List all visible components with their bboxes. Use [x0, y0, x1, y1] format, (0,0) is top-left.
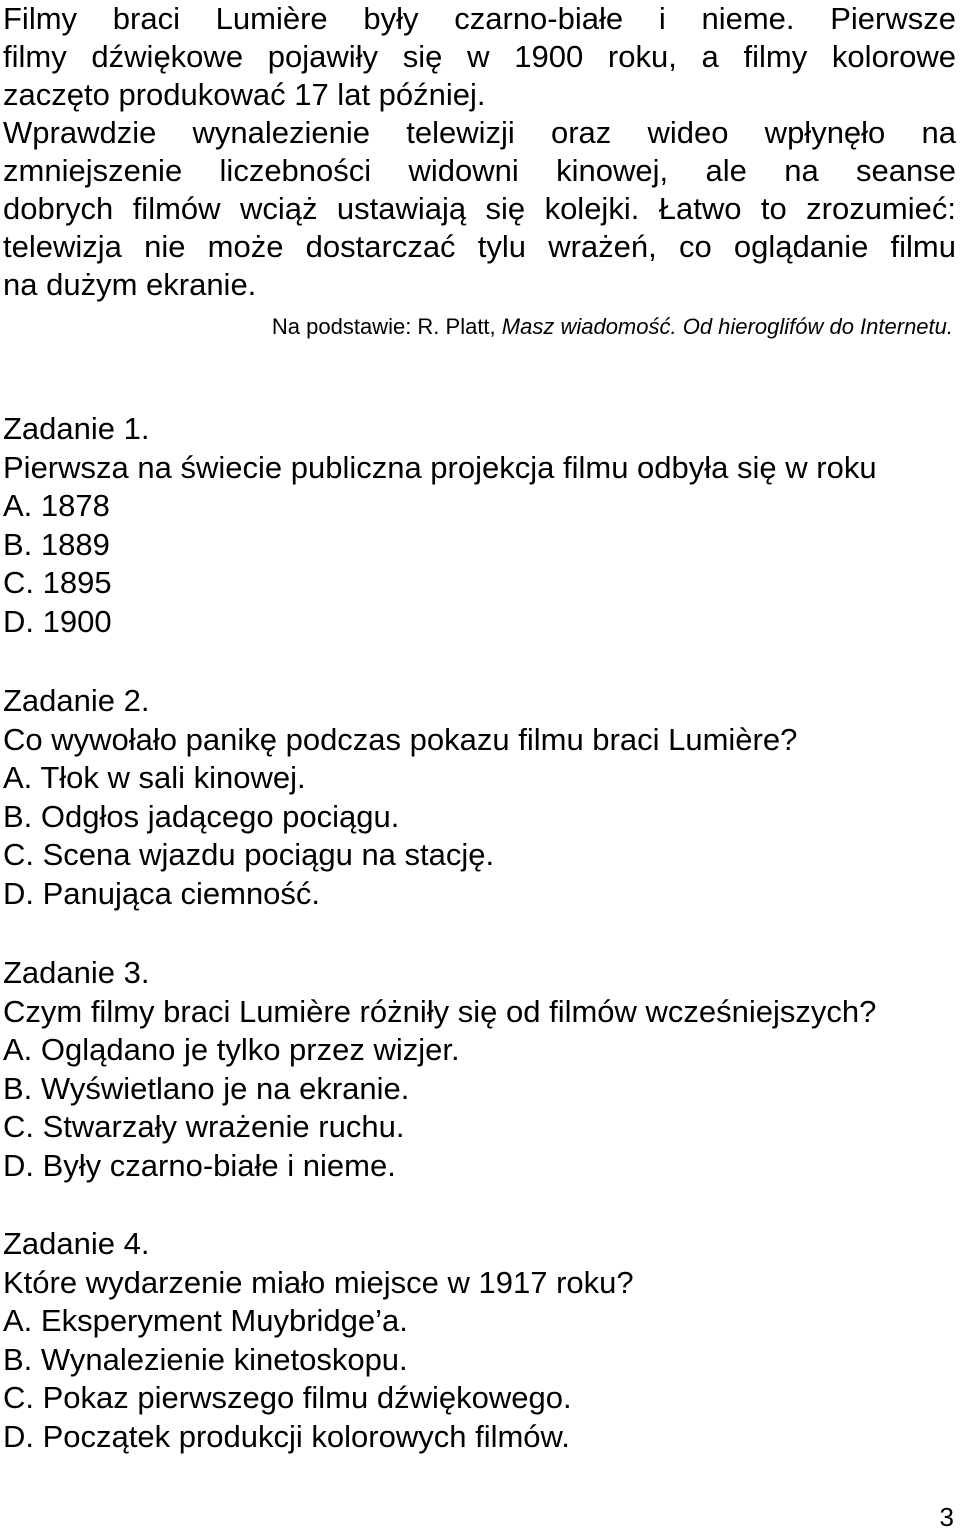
task-question: Które wydarzenie miało miejsce w 1917 roku? — [3, 1264, 634, 1300]
page-number: 3 — [939, 1502, 954, 1532]
answer-option-c: C. Stwarzały wrażenie ruchu. — [3, 1109, 405, 1144]
answer-option-b: B. Odgłos jadącego pociągu. — [3, 798, 400, 834]
source-citation — [0, 313, 953, 341]
intro-line-3: zaczęto produkować 17 lat później. — [3, 77, 486, 112]
answer-option-a: A. Eksperyment Muybridge’a. — [3, 1303, 408, 1338]
answer-option-d: D. Początek produkcji kolorowych filmów. — [3, 1418, 570, 1454]
task-3 — [3, 954, 956, 1185]
task-heading: Zadanie 4. — [3, 1226, 150, 1261]
answer-option-b: B. Wyświetlano je na ekranie. — [3, 1070, 410, 1106]
task-2 — [3, 682, 956, 913]
intro-line-7: telewizja nie może dostarczać tylu wrażeń, co oglądanie filmu — [3, 229, 956, 264]
answer-option-d: D. Panująca ciemność. — [3, 875, 321, 911]
task-question: Pierwsza na świecie publiczna projekcja filmu odbyła się w roku — [3, 449, 877, 485]
intro-line-4: Wprawdzie wynalezienie telewizji oraz wideo wpłynęło na — [3, 115, 956, 150]
answer-option-a: A. Tłok w sali kinowej. — [3, 760, 306, 795]
answer-option-b: B. 1889 — [3, 526, 110, 562]
intro-line-2: filmy dźwiękowe pojawiły się w 1900 roku, a filmy kolorowe — [3, 39, 956, 74]
answer-option-a: A. 1878 — [3, 488, 110, 523]
answer-option-a: A. Oglądano je tylko przez wizjer. — [3, 1032, 460, 1067]
intro-line-5: zmniejszenie liczebności widowni kinowej, ale na seanse — [3, 153, 956, 188]
task-question: Czym filmy braci Lumière różniły się od filmów wcześniejszych? — [3, 993, 877, 1029]
task-heading: Zadanie 3. — [3, 955, 150, 990]
task-question: Co wywołało panikę podczas pokazu filmu braci Lumière? — [3, 721, 798, 757]
answer-option-c: C. Scena wjazdu pociągu na stację. — [3, 837, 495, 872]
answer-option-c: C. 1895 — [3, 565, 112, 600]
task-1 — [3, 410, 956, 641]
answer-option-d: D. 1900 — [3, 603, 112, 639]
intro-line-1: Filmy braci Lumière były czarno-białe i nieme. Pierwsze — [3, 1, 956, 36]
source-prefix: Na podstawie: R. Platt, — [271, 314, 502, 339]
source-title: Masz wiadomość. Od hieroglifów do Internetu. — [501, 314, 953, 339]
task-heading: Zadanie 1. — [3, 411, 150, 446]
task-4 — [3, 1225, 956, 1456]
answer-option-b: B. Wynalezienie kinetoskopu. — [3, 1341, 408, 1377]
task-heading: Zadanie 2. — [3, 683, 150, 718]
answer-option-d: D. Były czarno-białe i nieme. — [3, 1147, 396, 1183]
intro-line-6: dobrych filmów wciąż ustawiają się kolejki. Łatwo to zrozumieć: — [3, 191, 956, 226]
intro-line-8: na dużym ekranie. — [3, 267, 257, 302]
answer-option-c: C. Pokaz pierwszego filmu dźwiękowego. — [3, 1380, 572, 1415]
